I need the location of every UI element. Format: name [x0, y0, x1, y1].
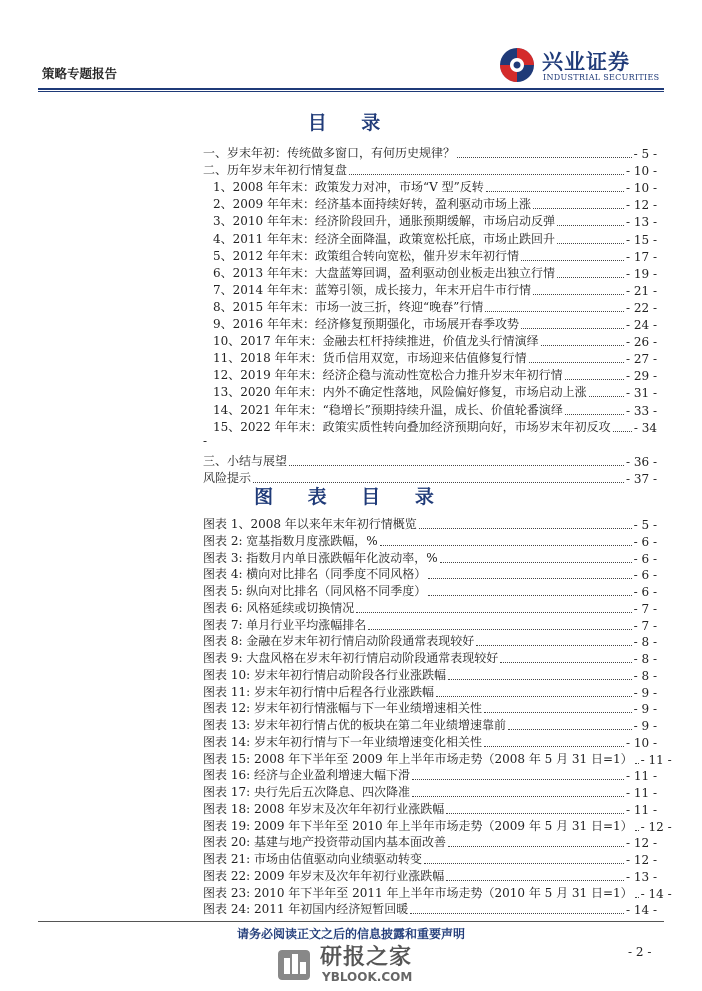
toc-entry[interactable] [213, 179, 657, 195]
figure-entry-page: - 9 - [633, 702, 657, 717]
header-divider-thin [38, 91, 664, 92]
figure-leader-dots [428, 595, 631, 596]
toc-entry-text: 一、岁末年初：传统做多窗口，有何历史规律？ [203, 146, 456, 160]
toc-entry-text: 9、2016 年年末：经济修复预期强化，市场展开春季攻势 [213, 317, 519, 331]
figure-entry[interactable] [203, 600, 657, 616]
toc-entry-page: - 34 [633, 420, 657, 435]
toc-entry-page: - 37 - [625, 471, 657, 486]
figure-entry-text: 图表 1、2008 年以来年末年初行情概览 [203, 517, 417, 531]
toc-entry-page: - 22 - [625, 300, 657, 315]
figure-entry[interactable] [203, 583, 657, 599]
toc-leader-dots [541, 345, 624, 346]
toc-entry-text: 13、2020 年年末：内外不确定性落地，风险偏好修复，市场启动上涨 [213, 385, 587, 400]
figure-entry[interactable] [203, 717, 657, 733]
figure-entry[interactable] [203, 834, 657, 850]
figure-entry-text: 图表 19: 2009 年下半年至 2010 年上半年市场走势（2009 年 5 月 31 日=1） [203, 818, 633, 833]
toc-entry-page: - 26 - [625, 335, 657, 350]
figure-leader-dots [436, 696, 632, 697]
toc-entry-text: 1、2008 年年末：政策发力对冲，市场“V 型”反转 [213, 180, 484, 195]
figure-entry[interactable] [203, 784, 657, 800]
toc-entry-page: - 13 - [625, 215, 657, 230]
toc-entry-page: - 15 - [625, 232, 657, 247]
figure-entry[interactable] [203, 885, 672, 901]
figure-entry[interactable] [203, 801, 657, 817]
figure-leader-dots [508, 729, 632, 730]
toc-entry-text: 2、2009 年年末：经济基本面持续好转，盈利驱动市场上涨 [213, 197, 531, 212]
toc-leader-dots [521, 328, 624, 329]
toc-entry-text: 6、2013 年年末：大盘蓝筹回调，盈利驱动创业板走出独立行情 [213, 265, 555, 280]
figure-leader-dots [500, 662, 631, 663]
toc-entry-page: - 5 - [633, 147, 657, 161]
figure-leader-dots [635, 830, 639, 831]
figure-entry-page: - 14 - [640, 886, 672, 901]
toc-entry-page: - 12 - [625, 198, 657, 213]
page-number: - 2 - [628, 945, 652, 959]
toc-entry[interactable] [213, 231, 657, 247]
figure-entry-page: - 12 - [640, 819, 672, 834]
toc-entry[interactable] [213, 299, 657, 315]
figure-leader-dots [484, 712, 632, 713]
figure-entry[interactable] [203, 684, 657, 700]
toc-entry[interactable] [213, 316, 657, 332]
toc-entry[interactable] [203, 453, 657, 469]
toc-entry-page: - 36 - [625, 454, 657, 469]
toc-leader-dots [557, 243, 624, 244]
figure-entry-page: - 13 - [625, 869, 657, 884]
figure-entry-page: - 8 - [633, 652, 657, 666]
toc-leader-dots [557, 277, 624, 278]
toc-entry[interactable] [213, 196, 657, 212]
figure-entry-text: 图表 24: 2011 年初国内经济短暂回暖 [203, 902, 409, 917]
figure-entry-page: - 12 - [625, 836, 657, 851]
watermark-text-cn: 研报之家 [320, 945, 413, 970]
toc-entry-page: - 10 - [625, 181, 657, 196]
toc-entry[interactable] [213, 265, 657, 281]
figure-entry-text: 图表 15: 2008 年下半年至 2009 年上半年市场走势（2008 年 5 月 31 日=1） [203, 751, 633, 766]
toc-entry[interactable] [213, 333, 657, 349]
figure-leader-dots [368, 629, 631, 630]
toc-entry-page: - 29 - [625, 369, 657, 384]
figure-leader-dots [412, 779, 624, 780]
toc-entry-page: - 31 - [625, 386, 657, 401]
figure-leader-dots [635, 763, 639, 764]
toc-entry-text: 8、2015 年年末：市场一波三折，终迎“晚春”行情 [213, 299, 484, 314]
figure-entry[interactable] [203, 633, 657, 649]
figure-entry-text: 图表 14: 岁末年初行情与下一年业绩增速变化相关性 [203, 734, 482, 749]
figure-entry-page: - 14 - [625, 903, 657, 918]
figure-entry[interactable] [203, 533, 657, 549]
figure-entry-text: 图表 3: 指数月内单日涨跌幅年化波动率，% [203, 550, 438, 565]
figure-entry[interactable] [203, 868, 657, 884]
figure-entry-text: 图表 12: 岁末年初行情涨幅与下一年业绩增速相关性 [203, 701, 482, 716]
toc-entry-text: 5、2012 年年末：政策组合转向宽松，催升岁末年初行情 [213, 248, 519, 263]
figure-leader-dots [410, 913, 624, 914]
watermark [274, 940, 454, 990]
figure-entry[interactable] [203, 566, 657, 582]
toc-entry[interactable] [213, 402, 657, 418]
figure-leader-dots [428, 578, 631, 579]
footer-disclaimer[interactable]: 请务必阅读正文之后的信息披露和重要声明 [236, 927, 465, 941]
figure-entry-text: 图表 6: 风格延续或切换情况 [203, 600, 355, 615]
toc-entry-page: - 24 - [625, 318, 657, 332]
figure-entry-page: - 7 - [633, 618, 657, 633]
toc-entry-text: 11、2018 年年末：货币信用双宽，市场迎来估值修复行情 [213, 351, 527, 366]
company-logo [498, 46, 668, 86]
figure-entry-text: 图表 11: 岁末年初行情中后程各行业涨跌幅 [203, 684, 434, 699]
figure-entry[interactable] [203, 751, 672, 767]
footer-divider [38, 921, 664, 922]
figure-entry-text: 图表 5: 纵向对比排名（同风格不同季度） [203, 584, 427, 598]
figure-entry[interactable] [203, 818, 672, 834]
figure-list-title: 图 表 目 录 [254, 486, 448, 508]
figure-leader-dots [412, 796, 624, 797]
toc-leader-dots [557, 225, 624, 226]
figure-leader-dots [476, 645, 631, 646]
figure-leader-dots [635, 897, 639, 898]
figure-entry-text: 图表 21: 市场由估值驱动向业绩驱动转变 [203, 852, 422, 866]
figure-entry-page: - 11 - [625, 786, 657, 800]
figure-leader-dots [419, 528, 632, 529]
toc-leader-dots [289, 465, 624, 466]
toc-entry-text: 三、小结与展望 [203, 453, 288, 468]
watermark-logo-icon [274, 944, 314, 984]
toc-entry-page: - 21 - [625, 283, 657, 298]
toc-entry-text: 12、2019 年年末：经济企稳与流动性宽松合力推升岁末年初行情 [213, 368, 563, 383]
toc-entry-text: 风险提示 [203, 470, 252, 485]
figure-entry-text: 图表 13: 岁末年初行情占优的板块在第二年业绩增速靠前 [203, 718, 506, 732]
figure-entry[interactable] [203, 667, 657, 683]
figure-entry-page: - 6 - [633, 534, 657, 549]
toc-entry[interactable] [213, 282, 657, 298]
figure-entry-page: - 9 - [633, 719, 657, 733]
toc-wrap-continuation: - [203, 433, 208, 448]
figure-entry-text: 图表 8: 金融在岁末年初行情启动阶段通常表现较好 [203, 634, 475, 649]
figure-entry-page: - 10 - [625, 735, 657, 750]
figure-entry[interactable] [203, 767, 657, 783]
figure-leader-dots [440, 562, 632, 563]
toc-entry-text: 3、2010 年年末：经济阶段回升，通胀预期缓解，市场启动反弹 [213, 214, 555, 229]
toc-leader-dots [565, 379, 624, 380]
toc-entry-page: - 10 - [625, 164, 657, 179]
figure-entry[interactable] [203, 734, 657, 750]
figure-leader-dots [448, 679, 632, 680]
figure-entry-page: - 8 - [633, 635, 657, 650]
toc-entry[interactable] [213, 367, 657, 383]
figure-entry-page: - 11 - [640, 752, 672, 767]
toc-entry-page: - 19 - [625, 266, 657, 281]
figure-entry-text: 图表 22: 2009 年岁末及次年年初行业涨跌幅 [203, 868, 445, 883]
figure-entry[interactable] [203, 550, 657, 566]
toc-leader-dots [485, 311, 624, 312]
figure-entry[interactable] [203, 901, 657, 917]
report-type-label: 策略专题报告 [42, 66, 118, 81]
figure-entry[interactable] [203, 617, 657, 633]
logo-name-cn: 兴业证券 [542, 50, 630, 74]
toc-leader-dots [521, 260, 624, 261]
figure-entry-page: - 6 - [633, 568, 657, 583]
figure-entry-text: 图表 7: 单月行业平均涨幅排名 [203, 617, 367, 632]
toc-entry-text: 7、2014 年年末：蓝筹引领，成长接力，年末开启牛市行情 [213, 282, 531, 297]
toc-entry-page: - 33 - [625, 403, 657, 418]
figure-entry[interactable] [203, 650, 657, 666]
figure-leader-dots [446, 813, 624, 814]
figure-leader-dots [424, 863, 624, 864]
figure-entry-text: 图表 17: 央行先后五次降息、四次降准 [203, 785, 410, 799]
figure-entry[interactable] [203, 516, 657, 532]
toc-leader-dots [533, 294, 624, 295]
figure-entry-text: 图表 10: 岁末年初行情启动阶段各行业涨跌幅 [203, 667, 446, 682]
figure-entry-text: 图表 20: 基建与地产投资带动国内基本面改善 [203, 835, 446, 850]
toc-entry[interactable] [213, 213, 657, 229]
figure-entry-text: 图表 2: 宽基指数月度涨跌幅，% [203, 533, 378, 548]
figure-entry-page: - 6 - [633, 585, 657, 599]
toc-entry-text: 15、2022 年年末：政策实质性转向叠加经济预期向好，市场岁末年初反攻 [213, 419, 611, 434]
toc-entry-text: 10、2017 年年末：金融去杠杆持续推进，价值龙头行情演绎 [213, 334, 539, 349]
toc-leader-dots [457, 157, 632, 158]
figure-leader-dots [446, 880, 624, 881]
toc-entry-text: 二、历年岁末年初行情复盘 [203, 163, 348, 178]
toc-entry[interactable] [203, 162, 657, 178]
figure-entry-page: - 9 - [633, 685, 657, 700]
figure-leader-dots [380, 545, 632, 546]
figure-entry-text: 图表 16: 经济与企业盈利增速大幅下滑 [203, 768, 410, 783]
figure-entry-page: - 7 - [633, 601, 657, 616]
header-divider [38, 88, 664, 90]
figure-leader-dots [484, 746, 624, 747]
figure-entry-page: - 6 - [633, 551, 657, 566]
figure-entry[interactable] [203, 700, 657, 716]
toc-leader-dots [533, 208, 624, 209]
toc-entry[interactable] [213, 350, 657, 366]
figure-leader-dots [448, 846, 624, 847]
figure-entry-text: 图表 4: 横向对比排名（同季度不同风格） [203, 567, 427, 582]
toc-leader-dots [565, 414, 624, 415]
figure-entry-page: - 8 - [633, 668, 657, 683]
toc-entry-text: 14、2021 年年末：“稳增长”预期持续升温，成长、价值轮番演绎 [213, 402, 563, 417]
toc-entry-text: 4、2011 年年末：经济全面降温，政策宽松托底，市场止跌回升 [213, 231, 555, 246]
toc-entry[interactable] [213, 419, 657, 435]
toc-leader-dots [613, 431, 632, 432]
toc-entry[interactable] [213, 248, 657, 264]
figure-entry-page: - 11 - [625, 769, 657, 784]
toc-leader-dots [486, 191, 624, 192]
watermark-text-en: YBLOOK.COM [322, 970, 413, 984]
figure-entry-text: 图表 23: 2010 年下半年至 2011 年上半年市场走势（2010 年 5 月 31 日=1） [203, 885, 633, 900]
logo-emblem-icon [498, 46, 536, 84]
toc-leader-dots [529, 362, 624, 363]
figure-entry-text: 图表 18: 2008 年岁末及次年年初行业涨跌幅 [203, 801, 445, 816]
toc-entry[interactable] [203, 145, 657, 161]
figure-leader-dots [356, 612, 631, 613]
toc-entry[interactable] [213, 384, 657, 400]
figure-entry-page: - 5 - [633, 518, 657, 532]
figure-entry-text: 图表 9: 大盘风格在岁末年初行情启动阶段通常表现较好 [203, 651, 499, 665]
toc-leader-dots [349, 174, 624, 175]
logo-name-en: INDUSTRIAL SECURITIES [543, 73, 660, 82]
figure-entry[interactable] [203, 851, 657, 867]
toc-entry-page: - 17 - [625, 249, 657, 264]
toc-leader-dots [589, 396, 624, 397]
toc-title: 目 录 [307, 112, 395, 134]
toc-entry-page: - 27 - [625, 352, 657, 367]
figure-entry-page: - 12 - [625, 853, 657, 867]
figure-entry-page: - 11 - [625, 802, 657, 817]
